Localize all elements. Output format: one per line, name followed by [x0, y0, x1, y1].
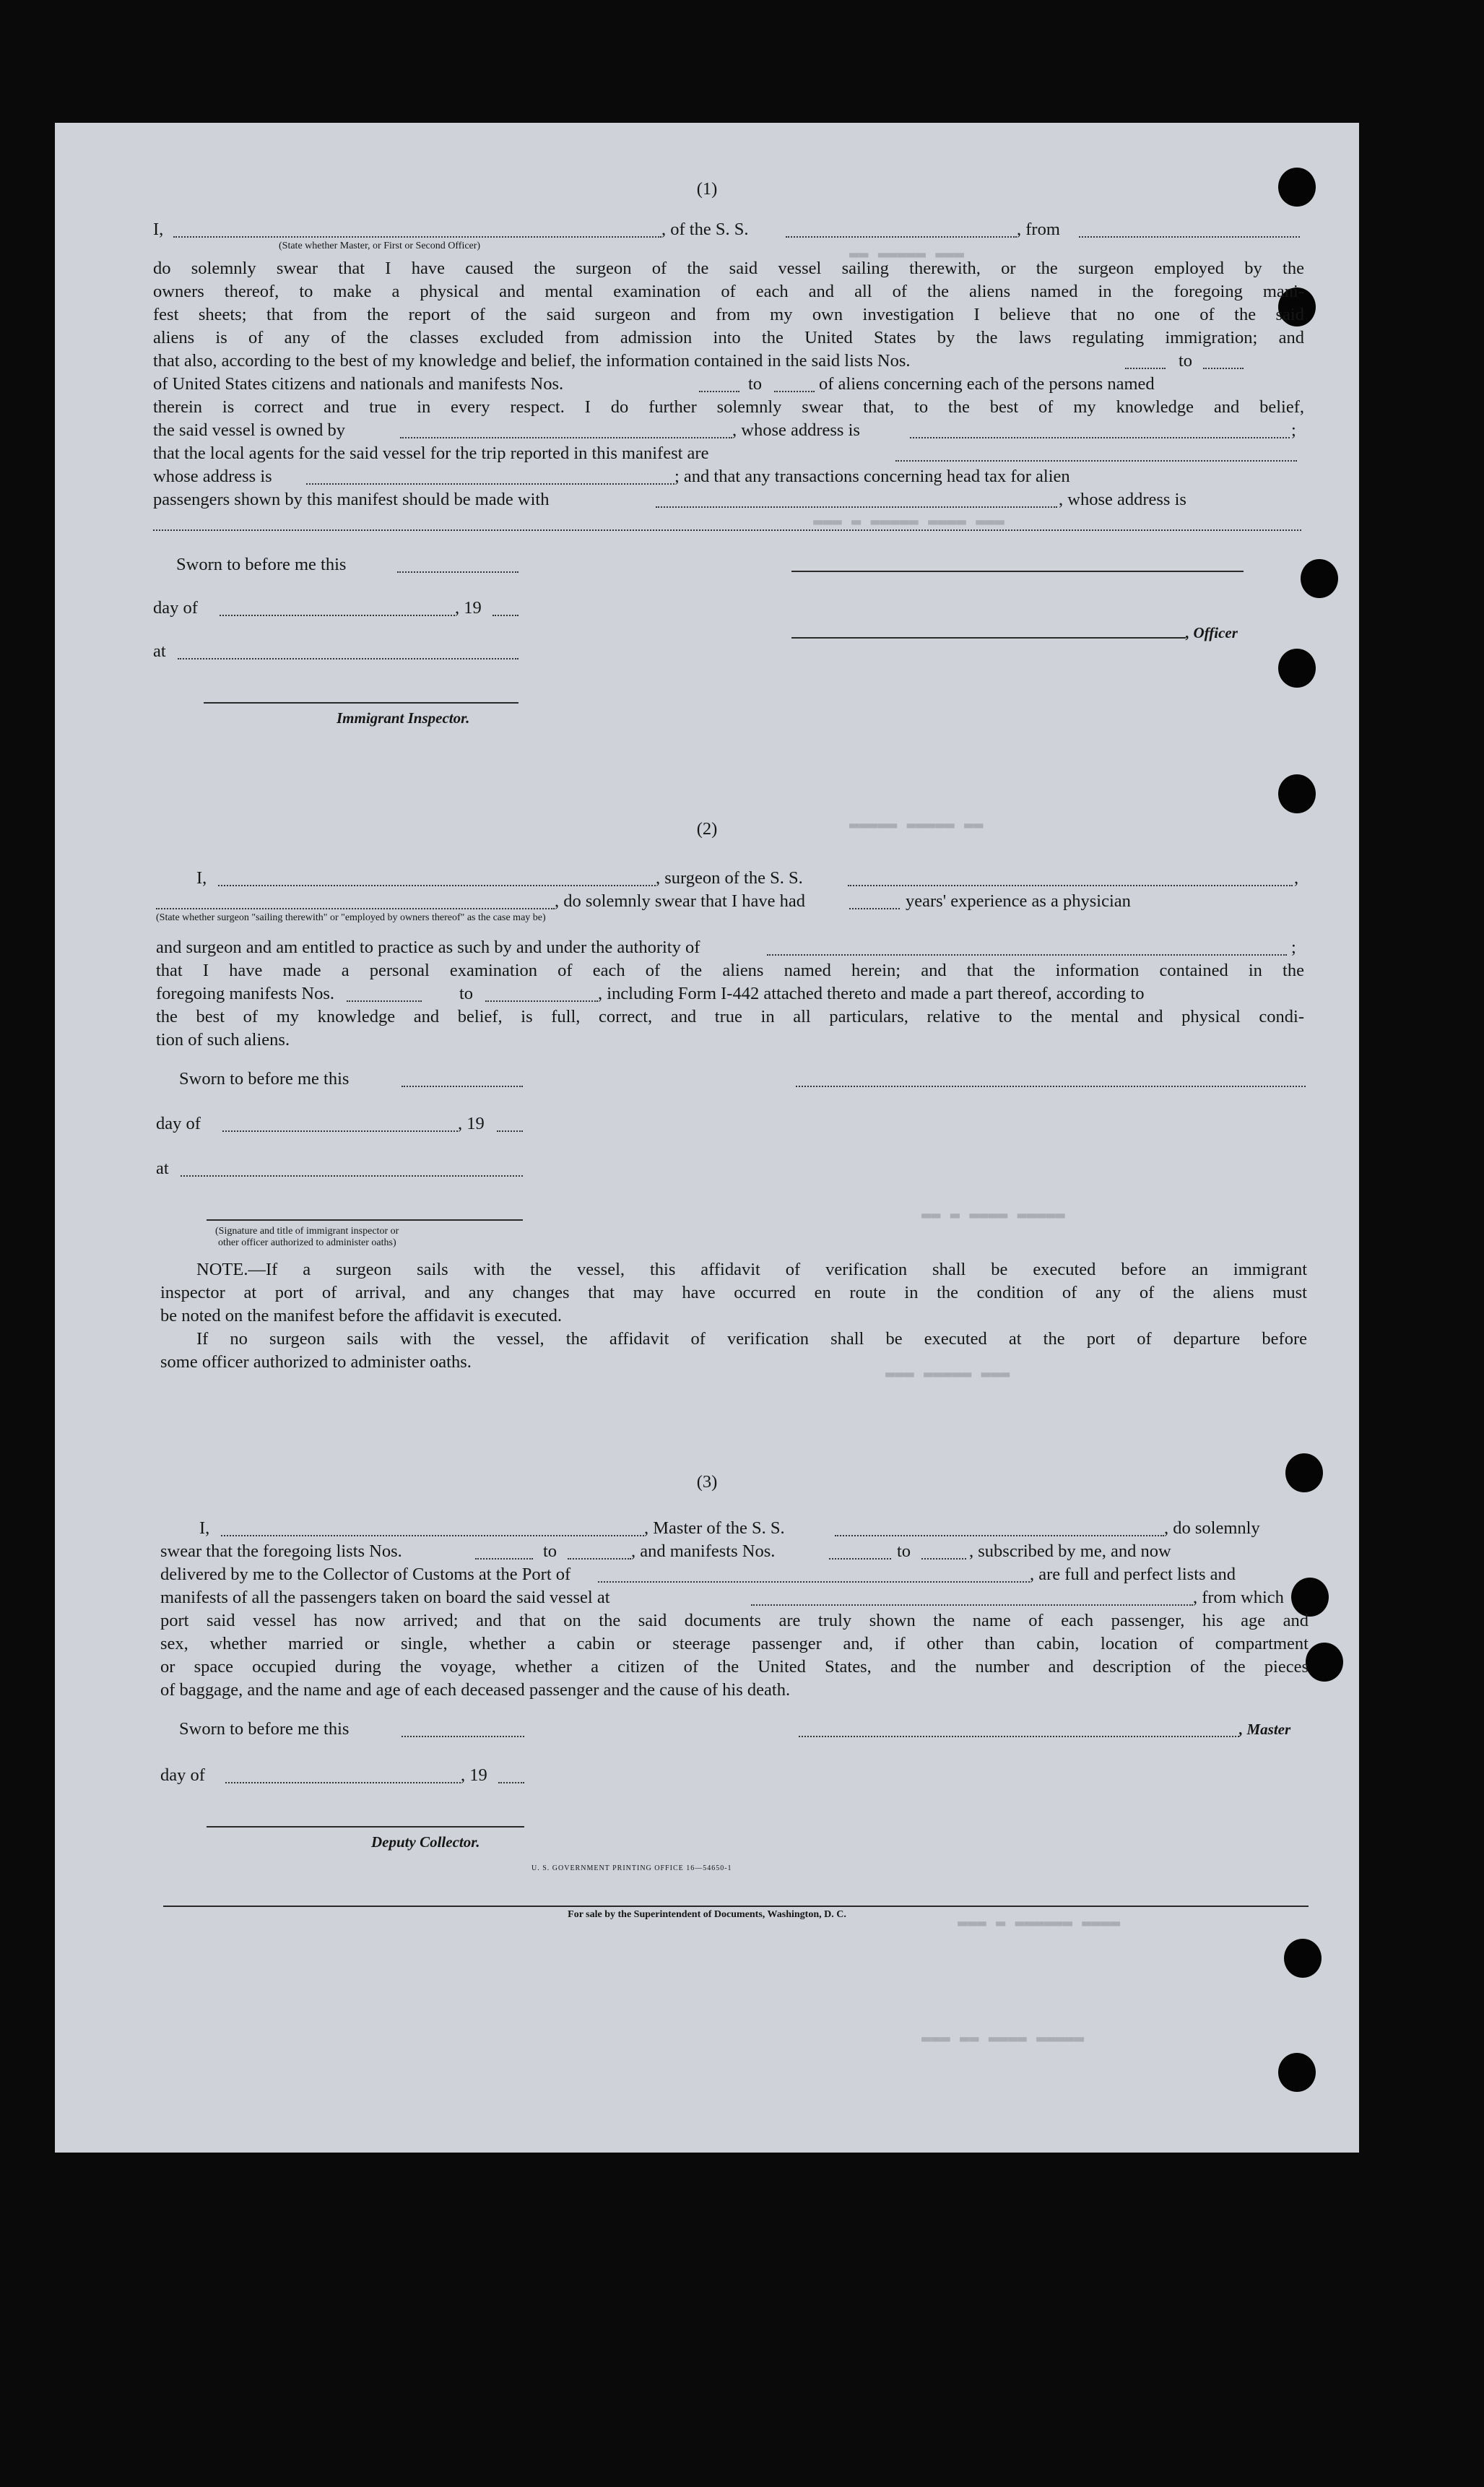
s1-agent-address-label: whose address is — [153, 467, 272, 486]
s2-para-line: the best of my knowledge and belief, is full, correct, and true in all particulars, relative to the mental and physical condi- — [156, 1007, 1304, 1026]
s2-semicolon: ; — [1291, 938, 1296, 957]
bleed-through: ▬▬▬ ▬▬▬▬▬ ▬▬▬ — [885, 1365, 1010, 1383]
lists-to-field[interactable] — [1203, 368, 1244, 369]
s2-place-field[interactable] — [181, 1175, 523, 1177]
s2-at-label: at — [156, 1159, 169, 1178]
s1-semicolon: ; — [1291, 420, 1296, 440]
lists-from-field[interactable] — [1125, 368, 1166, 369]
form-page — [55, 123, 1359, 2153]
customs-port-field[interactable] — [598, 1581, 1030, 1583]
s1-para-line: therein is correct and true in every respect. I do further solemnly swear that, to the best of my knowledge and belief, — [153, 397, 1304, 417]
s2-i: I, — [196, 868, 207, 888]
bleed-through: ▬▬▬▬▬ ▬▬▬▬ ▬ ▬▬ — [921, 1206, 1065, 1224]
sale-notice: For sale by the Superintendent of Documents, Washington, D. C. — [568, 1909, 846, 1920]
s3-taken-on-board-text: manifests of all the passengers taken on board the said vessel at — [160, 1588, 610, 1607]
section-2-number: (2) — [696, 819, 718, 839]
note-line: some officer authorized to administer oaths. — [160, 1352, 472, 1372]
s2-solemnly-swear: , do solemnly swear that I have had — [555, 891, 805, 911]
s1-sworn-date-field[interactable] — [397, 571, 518, 573]
note-line: NOTE.—If a surgeon sails with the vessel, this affidavit of verification shall be executed before an immigrant — [196, 1260, 1307, 1279]
s1-year-field[interactable] — [493, 615, 518, 616]
owner-address-field[interactable] — [910, 437, 1290, 438]
officer-name-line[interactable] — [791, 637, 1186, 639]
s2-inspector-signature-line[interactable] — [207, 1219, 523, 1221]
s2-para-line: tion of such aliens. — [156, 1030, 290, 1050]
contact-address-field[interactable] — [153, 529, 1301, 531]
s1-para-line: fest sheets; that from the report of the said surgeon and from my own investigation I believe that no one of the said — [153, 305, 1304, 324]
master-signature-line[interactable] — [799, 1736, 1239, 1737]
s3-month-field[interactable] — [225, 1782, 461, 1783]
s1-manifests-text: of United States citizens and nationals and manifests Nos. — [153, 374, 564, 394]
s3-para-line: sex, whether married or single, whether a cabin or steerage passenger and, if other than cabin, location of compartment — [160, 1634, 1309, 1653]
note-line: inspector at port of arrival, and any changes that may have occurred en route in the condition of any of the aliens must — [160, 1283, 1307, 1302]
s1-para-line: aliens is of any of the classes excluded from admission into the United States by the laws regulating immigration; and — [153, 328, 1304, 347]
s1-aliens-text: of aliens concerning each of the persons named — [819, 374, 1155, 394]
s3-do-solemnly: , do solemnly — [1164, 1518, 1260, 1538]
s3-manifests-to-field[interactable] — [921, 1558, 966, 1560]
s2-para-line: that I have made a personal examination of each of the aliens named herein; and that the information contained in the — [156, 961, 1304, 980]
s1-head-tax-text: ; and that any transactions concerning head tax for alien — [674, 467, 1070, 486]
s3-para-line: or space occupied during the voyage, whether a citizen of the United States, and the number and description of the pieces — [160, 1657, 1309, 1677]
s1-to: to — [1179, 351, 1193, 371]
s2-surgeon-of-ss: , surgeon of the S. S. — [656, 868, 803, 888]
vessel-name-field[interactable] — [786, 236, 1017, 238]
manifests-to-field[interactable] — [774, 391, 815, 392]
surgeon-status-field[interactable] — [156, 908, 555, 909]
surgeon-status-caption: (State whether surgeon "sailing therewith" or "employed by owners thereof" as the case may be) — [156, 912, 546, 923]
punch-hole — [1301, 559, 1338, 598]
bleed-through: ▬▬▬▬▬ ▬▬▬▬ ▬▬ ▬▬▬ — [921, 2030, 1085, 2048]
s1-para-line: owners thereof, to make a physical and mental examination of each and all of the aliens named in the foregoing mani- — [153, 282, 1304, 301]
s1-of-ss: , of the S. S. — [661, 220, 749, 239]
s3-year-label: , 19 — [461, 1765, 487, 1785]
officer-label: , Officer — [1186, 624, 1238, 641]
s2-year-field[interactable] — [497, 1130, 523, 1132]
bleed-through: ▬▬ ▬▬▬▬▬ ▬▬▬▬▬ — [849, 816, 984, 834]
s3-manifests-text: , and manifests Nos. — [631, 1541, 776, 1561]
s3-to: to — [897, 1541, 911, 1561]
bleed-through: ▬▬▬ ▬▬▬▬▬ ▬▬ — [849, 246, 964, 264]
s3-lists-to-field[interactable] — [568, 1558, 631, 1560]
s1-to: to — [748, 374, 763, 394]
s3-lists-from-field[interactable] — [475, 1558, 533, 1560]
s1-para-line: do solemnly swear that I have caused the surgeon of the said vessel sailing therewith, or the surgeon employed by the — [153, 259, 1304, 278]
s3-vessel-name-field[interactable] — [835, 1535, 1164, 1536]
officer-title-field[interactable] — [173, 236, 661, 238]
from-port-field[interactable] — [1079, 236, 1300, 238]
s2-sworn-label: Sworn to before me this — [179, 1069, 350, 1089]
agent-address-field[interactable] — [306, 483, 674, 485]
section-3-number: (3) — [696, 1472, 718, 1492]
owner-field[interactable] — [400, 437, 732, 438]
footer-rule — [163, 1906, 1309, 1907]
s1-place-field[interactable] — [178, 658, 518, 659]
s3-to: to — [543, 1541, 557, 1561]
s2-manifests-text: foregoing manifests Nos. — [156, 984, 334, 1003]
s2-vessel-name-field[interactable] — [848, 885, 1293, 886]
s2-manifests-to-field[interactable] — [485, 1000, 598, 1002]
s3-sworn-label: Sworn to before me this — [179, 1719, 350, 1739]
s1-i: I, — [153, 220, 164, 239]
s1-agents-text: that the local agents for the said vessel for the trip reported in this manifest are — [153, 444, 709, 463]
agents-field[interactable] — [895, 460, 1297, 462]
punch-hole — [1278, 774, 1316, 813]
signature-caption: other officer authorized to administer oaths) — [218, 1237, 396, 1248]
s2-surgeon-signature-line[interactable] — [796, 1086, 1306, 1087]
s3-manifests-from-field[interactable] — [829, 1558, 891, 1560]
s1-owned-by: the said vessel is owned by — [153, 420, 346, 440]
s3-i: I, — [199, 1518, 210, 1538]
s3-para-line: port said vessel has now arrived; and that on the said documents are truly shown the name of each passenger, his age and — [160, 1611, 1309, 1630]
punch-hole — [1278, 2053, 1316, 2092]
s3-para-line: of baggage, and the name and age of each deceased passenger and the cause of his death. — [160, 1680, 791, 1700]
bleed-through: ▬▬▬ ▬▬▬▬ ▬▬▬▬▬ ▬ ▬▬▬ — [813, 513, 1004, 531]
s1-at-label: at — [153, 641, 166, 661]
embarkation-port-field[interactable] — [751, 1604, 1193, 1606]
printing-office-imprint: U. S. GOVERNMENT PRINTING OFFICE 16—54650-1 — [531, 1864, 732, 1872]
section-1-number: (1) — [696, 179, 718, 199]
s1-from: , from — [1017, 220, 1060, 239]
s2-to: to — [459, 984, 474, 1003]
immigrant-inspector-label: Immigrant Inspector. — [337, 709, 470, 727]
s2-comma: , — [1294, 868, 1299, 888]
years-experience-field[interactable] — [849, 908, 900, 909]
officer-signature-line[interactable] — [791, 571, 1244, 572]
s1-month-field[interactable] — [220, 615, 455, 616]
signature-caption: (Signature and title of immigrant inspector or — [215, 1226, 399, 1237]
s1-year-label: , 19 — [455, 598, 482, 618]
s1-day-label: day of — [153, 598, 198, 618]
manifests-from-field[interactable] — [699, 391, 739, 392]
s3-master-of-ss: , Master of the S. S. — [644, 1518, 785, 1538]
s2-month-field[interactable] — [222, 1130, 458, 1132]
license-authority-field[interactable] — [767, 954, 1287, 956]
s1-contact-address-label: , whose address is — [1059, 490, 1186, 509]
s3-subscribed-text: , subscribed by me, and now — [969, 1541, 1171, 1561]
s2-day-label: day of — [156, 1114, 201, 1133]
deputy-collector-label: Deputy Collector. — [371, 1833, 480, 1851]
s1-passengers-text: passengers shown by this manifest should be made with — [153, 490, 550, 509]
s3-full-lists-text: , are full and perfect lists and — [1030, 1565, 1236, 1584]
punch-hole — [1278, 649, 1316, 688]
s1-lists-text: that also, according to the best of my knowledge and belief, the information contained in the said lists Nos. — [153, 351, 911, 371]
s2-form-text: , including Form I-442 attached thereto and made a part thereof, according to — [598, 984, 1145, 1003]
punch-hole — [1306, 1643, 1343, 1682]
s3-swear-text: swear that the foregoing lists Nos. — [160, 1541, 402, 1561]
s2-sworn-date-field[interactable] — [402, 1086, 523, 1087]
s3-from-which: , from which — [1193, 1588, 1284, 1607]
punch-hole — [1284, 1939, 1322, 1978]
head-tax-contact-field[interactable] — [656, 506, 1057, 508]
note-line: If no surgeon sails with the vessel, the affidavit of verification shall be executed at the port of departure before — [196, 1329, 1307, 1349]
s2-manifests-from-field[interactable] — [347, 1000, 422, 1002]
collector-signature-line[interactable] — [207, 1826, 524, 1828]
bleed-through: ▬▬▬▬ ▬▬▬▬▬▬ ▬ ▬▬▬ — [958, 1914, 1121, 1932]
officer-title-caption: (State whether Master, or First or Second Officer) — [279, 241, 481, 251]
inspector-signature-line[interactable] — [204, 702, 518, 704]
note-line: be noted on the manifest before the affidavit is executed. — [160, 1306, 563, 1325]
s3-year-field[interactable] — [498, 1782, 524, 1783]
s2-year-label: , 19 — [458, 1114, 485, 1133]
surgeon-name-field[interactable] — [218, 885, 656, 886]
master-label: , Master — [1239, 1721, 1291, 1738]
s1-sworn-label: Sworn to before me this — [176, 555, 347, 574]
master-name-field[interactable] — [221, 1535, 644, 1536]
s2-authority-text: and surgeon and am entitled to practice as such by and under the authority of — [156, 938, 700, 957]
s1-owner-address-label: , whose address is — [732, 420, 860, 440]
s3-day-label: day of — [160, 1765, 205, 1785]
s2-years-experience: years' experience as a physician — [906, 891, 1131, 911]
s3-delivered-text: delivered by me to the Collector of Customs at the Port of — [160, 1565, 571, 1584]
s3-sworn-date-field[interactable] — [402, 1736, 524, 1737]
